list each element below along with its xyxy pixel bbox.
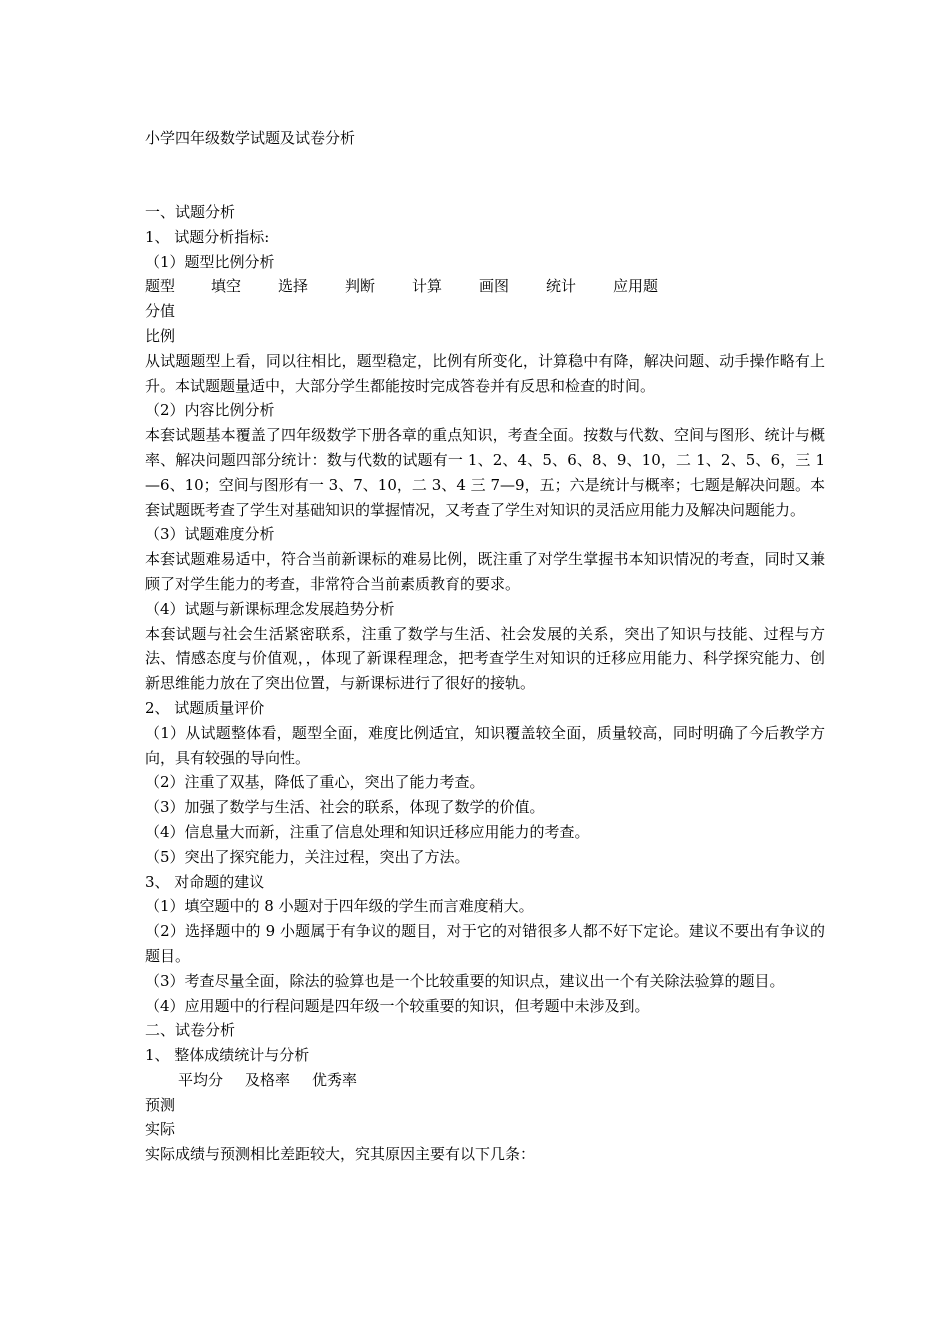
header-cell-pass-rate: 及格率	[245, 1070, 291, 1089]
row-label-score: 分值	[145, 302, 176, 321]
subsection-heading-1-1: 1、 试题分析指标:	[145, 227, 270, 246]
subsection-heading-1-3: 3、 对命题的建议	[145, 872, 265, 891]
header-cell-draw: 画图	[479, 277, 510, 296]
quality-item-3: （3）加强了数学与生活、社会的联系，体现了数学的价值。	[145, 798, 545, 817]
suggestion-item-4: （4）应用题中的行程问题是四年级一个较重要的知识，但考题中未涉及到。	[145, 996, 650, 1015]
item-heading-curriculum: （4）试题与新课标理念发展趋势分析	[145, 599, 395, 618]
suggestion-item-1: （1）填空题中的 8 小题对于四年级的学生而言难度稍大。	[145, 897, 534, 916]
row-label-ratio: 比例	[145, 326, 176, 345]
suggestion-item-3: （3）考查尽量全面，除法的验算也是一个比较重要的知识点，建议出一个有关除法验算的题目。	[145, 971, 785, 990]
paragraph-type-analysis: 从试题题型上看，同以往相比，题型稳定，比例有所变化，计算稳中有降，解决问题、动手操作略有上升。本试题题量适中，大部分学生都能按时完成答卷并有反思和检查的时间。	[145, 351, 825, 395]
header-cell-choice: 选择	[278, 277, 309, 296]
quality-item-5: （5）突出了探究能力，关注过程，突出了方法。	[145, 847, 470, 866]
quality-item-2: （2）注重了双基，降低了重心，突出了能力考查。	[145, 773, 485, 792]
section-heading-1: 一、试题分析	[145, 203, 236, 221]
quality-item-1: （1）从试题整体看，题型全面，难度比例适宜，知识覆盖较全面，质量较高，同时明确了今后教学方向，具有较强的导向性。	[145, 723, 825, 767]
paragraph-content-analysis: 本套试题基本覆盖了四年级数学下册各章的重点知识，考查全面。按数与代数、空间与图形、统计与概率、解决问题四部分统计：数与代数的试题有一 1、2、4、5、6、8、9、10，二 1、2、5、6，三 1—6、10；空间与图形有一 3、7、10，二 3、4 三 7—9，五；六是统计与概率；七题是解决问题。本套试题既考查了学生对基础知识的掌握情况，又考查了学生对知识的灵活应用能力及解决问题能力。	[145, 426, 825, 519]
row-label-actual: 实际	[145, 1120, 176, 1139]
item-heading-content-ratio: （2）内容比例分析	[145, 401, 275, 420]
header-cell-excellent-rate: 优秀率	[312, 1070, 358, 1089]
header-cell-stats: 统计	[546, 277, 577, 296]
header-cell-type: 题型	[145, 277, 176, 296]
paragraph-curriculum: 本套试题与社会生活紧密联系，注重了数学与生活、社会发展的关系，突出了知识与技能、过程与方法、情感态度与价值观，，体现了新课程理念，把考查学生对知识的迁移应用能力、科学探究能力、创新思维能力放在了突出位置，与新课标进行了很好的接轨。	[145, 624, 825, 693]
suggestion-item-2: （2）选择题中的 9 小题属于有争议的题目，对于它的对错很多人都不好下定论。建议不要出有争议的题目。	[145, 922, 825, 965]
score-stats-header-row	[145, 1068, 825, 1093]
header-cell-fill: 填空	[211, 277, 242, 296]
row-label-predicted: 预测	[145, 1095, 176, 1114]
quality-item-4: （4）信息量大而新，注重了信息处理和知识迁移应用能力的考查。	[145, 822, 590, 841]
subsection-heading-2-1: 1、 整体成绩统计与分析	[145, 1046, 310, 1065]
paragraph-gap-reason: 实际成绩与预测相比差距较大，究其原因主要有以下几条：	[145, 1145, 536, 1164]
question-type-header-row	[145, 274, 825, 299]
item-heading-type-ratio: （1）题型比例分析	[145, 252, 275, 271]
subsection-heading-1-2: 2、 试题质量评价	[145, 698, 265, 717]
document-body	[145, 200, 825, 1167]
header-cell-judge: 判断	[345, 277, 376, 296]
section-heading-2: 二、试卷分析	[145, 1021, 236, 1040]
header-cell-calc: 计算	[412, 277, 443, 296]
document-title: 小学四年级数学试题及试卷分析	[145, 129, 356, 147]
header-cell-application: 应用题	[613, 277, 659, 296]
header-cell-average: 平均分	[178, 1070, 224, 1089]
paragraph-difficulty: 本套试题难易适中，符合当前新课标的难易比例，既注重了对学生掌握书本知识情况的考查，同时又兼顾了对学生能力的考查，非常符合当前素质教育的要求。	[145, 550, 825, 593]
item-heading-difficulty: （3）试题难度分析	[145, 525, 275, 544]
